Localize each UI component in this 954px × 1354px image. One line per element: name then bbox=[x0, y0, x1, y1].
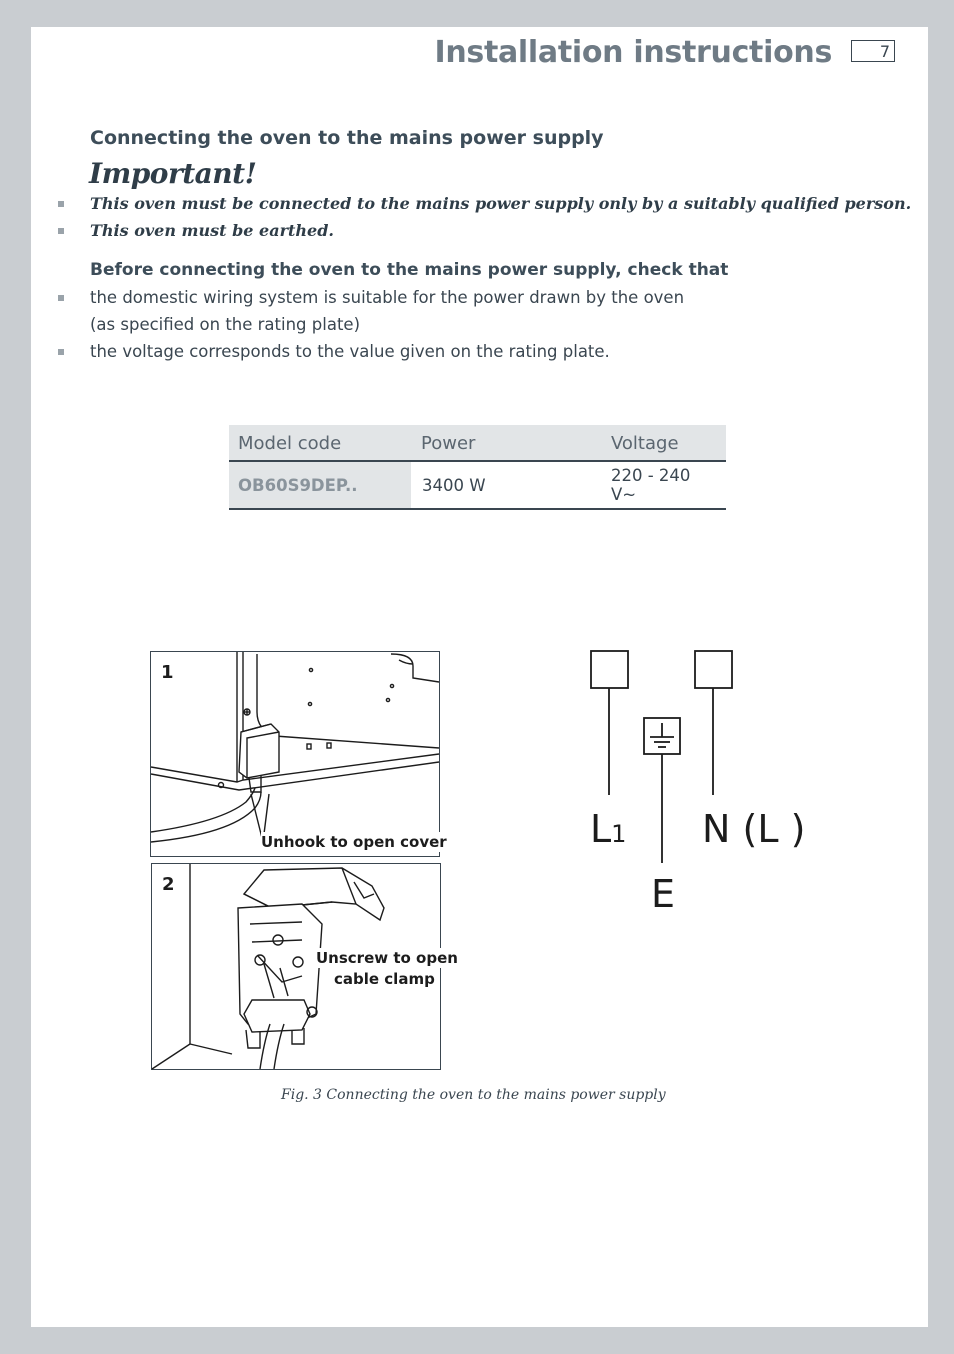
warning-text: This oven must be earthed. bbox=[90, 221, 334, 240]
important-heading: Important! bbox=[89, 157, 257, 190]
live-terminal-box bbox=[591, 651, 628, 688]
check-text: (as specified on the rating plate) bbox=[90, 315, 361, 334]
model-code-cell: OB60S9DEP.. bbox=[229, 461, 412, 509]
check-item-continuation bbox=[90, 315, 360, 334]
check-item bbox=[90, 288, 684, 307]
manual-page bbox=[31, 27, 928, 1327]
panel-number: 2 bbox=[162, 874, 175, 895]
page-number: 7 bbox=[851, 40, 895, 62]
check-text: the voltage corresponds to the value given on the rating plate. bbox=[90, 342, 610, 361]
column-header: Power bbox=[412, 425, 602, 461]
figure-panel-2 bbox=[151, 863, 458, 1070]
bullet-square-icon bbox=[58, 349, 64, 355]
spec-table bbox=[229, 425, 726, 510]
earth-symbol-icon bbox=[644, 718, 680, 754]
table-row bbox=[229, 461, 726, 509]
section-heading: Connecting the oven to the mains power supply bbox=[90, 127, 604, 149]
panel-label: cable clamp bbox=[334, 970, 435, 988]
warning-item bbox=[90, 221, 334, 240]
page-title: Installation instructions bbox=[434, 35, 832, 70]
panel-label: Unscrew to open bbox=[316, 949, 458, 967]
check-text: the domestic wiring system is suitable for the power drawn by the oven bbox=[90, 288, 685, 307]
live-label: L1 bbox=[590, 807, 627, 851]
voltage-cell: 220 - 240 V~ bbox=[602, 461, 726, 509]
bullet-square-icon bbox=[58, 228, 64, 234]
column-header: Model code bbox=[229, 425, 412, 461]
check-item bbox=[90, 342, 610, 361]
panel-label: Unhook to open cover bbox=[261, 833, 447, 851]
figure-caption: Fig. 3 Connecting the oven to the mains power supply bbox=[281, 1087, 666, 1103]
warning-item bbox=[90, 194, 911, 213]
neutral-terminal-box bbox=[695, 651, 732, 688]
earth-label: E bbox=[651, 872, 676, 916]
neutral-label: N (L ) bbox=[702, 807, 806, 851]
oven-cover-illustration bbox=[151, 652, 439, 856]
warning-text: This oven must be connected to the mains power supply only by a suitably qualified person. bbox=[90, 194, 912, 213]
bullet-square-icon bbox=[58, 201, 64, 207]
bullet-square-icon bbox=[58, 295, 64, 301]
figure-panel-1 bbox=[150, 651, 447, 857]
wiring-diagram bbox=[586, 647, 806, 897]
panel-number: 1 bbox=[161, 662, 174, 683]
check-heading: Before connecting the oven to the mains power supply, check that bbox=[90, 260, 729, 280]
column-header: Voltage bbox=[602, 425, 726, 461]
power-cell: 3400 W bbox=[412, 461, 602, 509]
table-header-row bbox=[229, 425, 726, 461]
